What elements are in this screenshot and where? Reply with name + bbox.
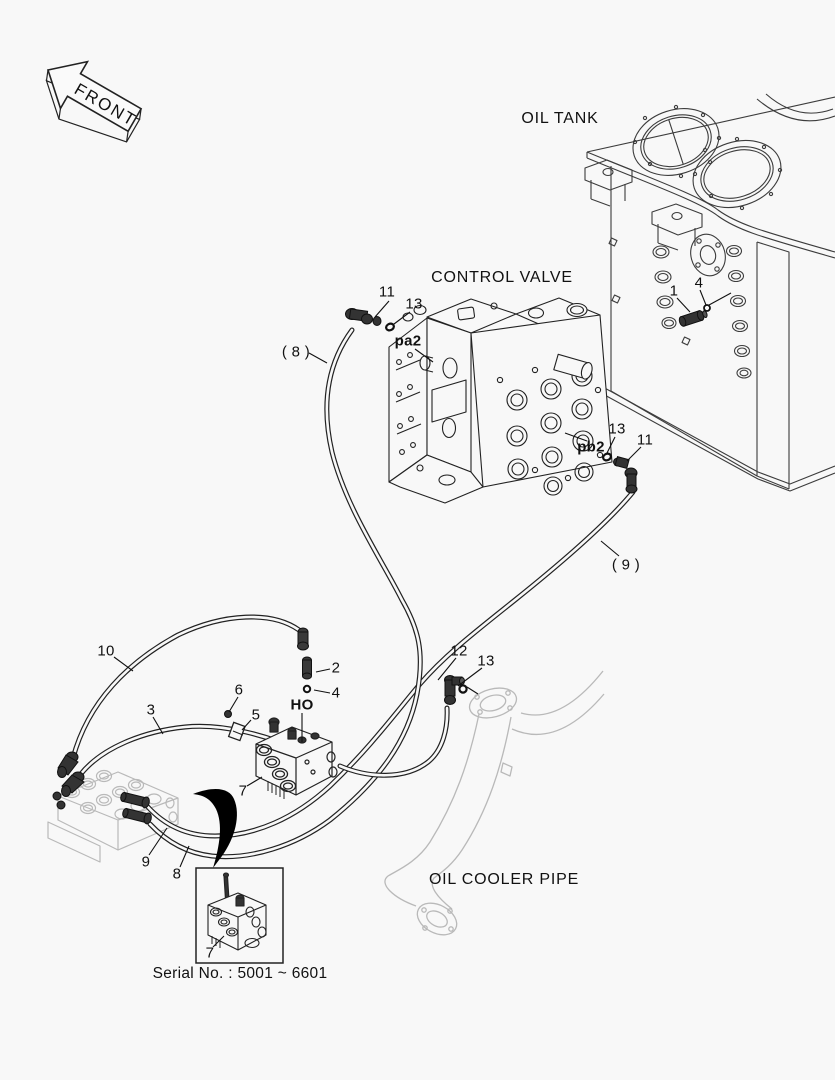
bolt-part-6 <box>225 711 232 718</box>
callout-13-cooler: 13 <box>477 652 495 670</box>
port-label-pa2: pa2 <box>394 332 422 350</box>
ho-block-drawing <box>256 718 337 799</box>
callout-4-tank: 4 <box>694 274 704 292</box>
callout-10: 10 <box>97 642 115 660</box>
serial-number-note: Serial No. : 5001 ~ 6601 <box>152 965 328 982</box>
callout-11-pb2: 11 <box>636 431 654 449</box>
control-valve-drawing <box>389 295 612 503</box>
oil-tank-label: OIL TANK <box>521 110 599 127</box>
hose-ref-8: ( 8 ) <box>281 343 311 361</box>
callout-9: 9 <box>141 853 151 871</box>
callout-2: 2 <box>331 659 341 677</box>
o-ring-part-4-ho <box>304 686 310 692</box>
port-label-pb2: pb2 <box>577 438 605 456</box>
callout-6: 6 <box>234 681 244 699</box>
clamp-part-5 <box>229 722 245 740</box>
o-ring-part-13-pa2 <box>385 322 395 331</box>
callout-13-pa2: 13 <box>405 295 423 313</box>
elbow-part-12 <box>445 676 465 705</box>
o-ring-part-4-tank <box>704 305 710 311</box>
callout-7-inset: 7 <box>205 944 215 962</box>
callout-3: 3 <box>146 701 156 719</box>
o-ring-part-13-cooler <box>459 685 466 692</box>
port-label-ho: HO <box>290 696 314 714</box>
callout-11-pa2: 11 <box>378 283 396 301</box>
front-direction-arrow <box>30 47 152 154</box>
callout-8: 8 <box>172 865 182 883</box>
front-arrow-label: FRONT <box>71 79 140 131</box>
pb2-hose-end-fittings <box>614 457 638 493</box>
control-valve-label: CONTROL VALVE <box>431 269 573 286</box>
hose-ref-9: ( 9 ) <box>611 556 641 574</box>
callout-12: 12 <box>450 642 468 660</box>
callout-1: 1 <box>669 282 679 300</box>
callout-13-pb2: 13 <box>608 420 626 438</box>
plug-part-1 <box>678 309 708 327</box>
callout-5: 5 <box>251 706 261 724</box>
callout-4-ho: 4 <box>331 684 341 702</box>
oil-cooler-pipe-drawing <box>385 671 604 941</box>
callout-7-main: 7 <box>238 782 248 800</box>
connector-part-2 <box>298 628 312 679</box>
oil-cooler-pipe-label: OIL COOLER PIPE <box>428 871 580 888</box>
